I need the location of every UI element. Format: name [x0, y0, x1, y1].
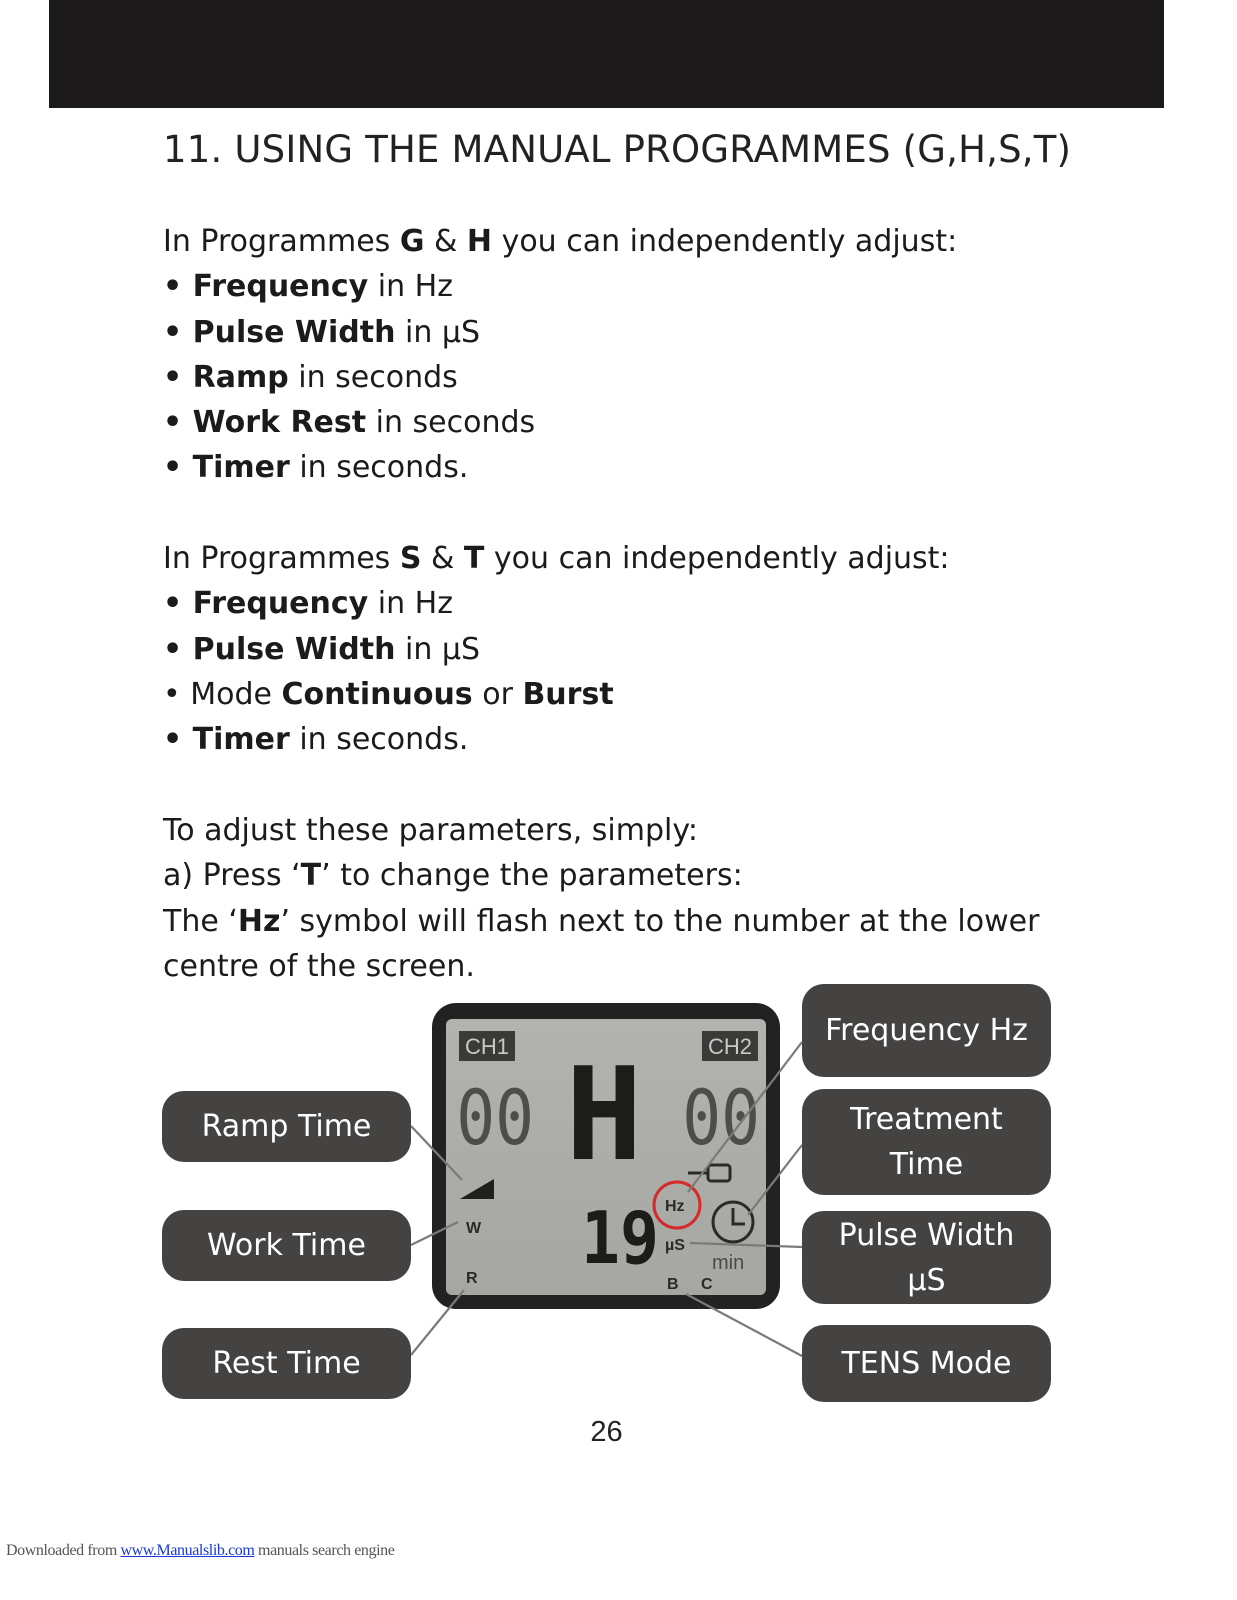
section-st-intro: In Programmes S & T you can independently adjust:: [163, 541, 950, 576]
page-title: 11. USING THE MANUAL PROGRAMMES (G,H,S,T): [163, 128, 1072, 171]
footer: Downloaded from www.Manualslib.com manuals search engine: [6, 1542, 395, 1559]
lcd-big-right-digits: 00: [682, 1073, 761, 1163]
ch1-label: CH1: [464, 1034, 510, 1059]
callout-pulse-width: Pulse Width µS: [802, 1211, 1051, 1304]
instruction-line: To adjust these parameters, simply:: [163, 813, 699, 848]
lcd-c-indicator: C: [701, 1276, 713, 1293]
header-bar: [49, 0, 1164, 108]
section-st: [163, 536, 950, 762]
instruction-line: centre of the screen.: [163, 948, 475, 984]
lcd-us-indicator: µS: [665, 1237, 685, 1254]
manualslib-link[interactable]: www.Manualslib.com: [120, 1542, 255, 1559]
lcd-w-indicator: W: [466, 1220, 482, 1237]
lock-icon: [708, 1165, 730, 1181]
instructions: [163, 808, 1039, 989]
list-item: • Mode Continuous or Burst: [163, 676, 614, 712]
callout-treatment-time: Treatment Time: [802, 1089, 1051, 1195]
list-item: • Timer in seconds.: [163, 722, 469, 758]
lcd-min-label: min: [712, 1252, 745, 1274]
list-item: • Frequency in Hz: [163, 586, 453, 622]
lcd-value-digits: 19: [581, 1196, 660, 1281]
list-item: • Ramp in seconds: [163, 359, 458, 395]
instruction-line: The ‘Hz’ symbol will flash next to the number at the lower: [163, 903, 1040, 939]
instruction-line: a) Press ‘T’ to change the parameters:: [163, 858, 743, 894]
lcd-hz-indicator: Hz: [665, 1198, 685, 1215]
section-gh-intro: In Programmes G & H you can independently adjust:: [163, 224, 958, 259]
callout-tens-mode: TENS Mode: [802, 1325, 1051, 1402]
clock-icon-hands: [733, 1208, 745, 1224]
lcd-b-indicator: B: [667, 1276, 679, 1293]
page-number: 26: [590, 1416, 623, 1448]
lcd-big-left-digits: 00: [456, 1073, 534, 1163]
callout-work-time: Work Time: [162, 1210, 411, 1281]
callout-frequency: Frequency Hz: [802, 984, 1051, 1077]
lcd-r-indicator: R: [466, 1270, 478, 1287]
section-gh: [163, 219, 957, 491]
lcd-big-center-letter: H: [565, 1041, 643, 1190]
callout-ramp-time: Ramp Time: [162, 1091, 411, 1162]
list-item: • Work Rest in seconds: [163, 405, 536, 441]
lcd-display-graphic: [446, 1019, 766, 1295]
callout-rest-time: Rest Time: [162, 1328, 411, 1399]
ramp-icon: [460, 1179, 494, 1199]
list-item: • Frequency in Hz: [163, 269, 453, 305]
ch2-label: CH2: [707, 1034, 753, 1059]
list-item: • Timer in seconds.: [163, 450, 469, 486]
list-item: • Pulse Width in µS: [163, 314, 481, 350]
list-item: • Pulse Width in µS: [163, 631, 481, 667]
lcd-screen: [446, 1019, 766, 1295]
